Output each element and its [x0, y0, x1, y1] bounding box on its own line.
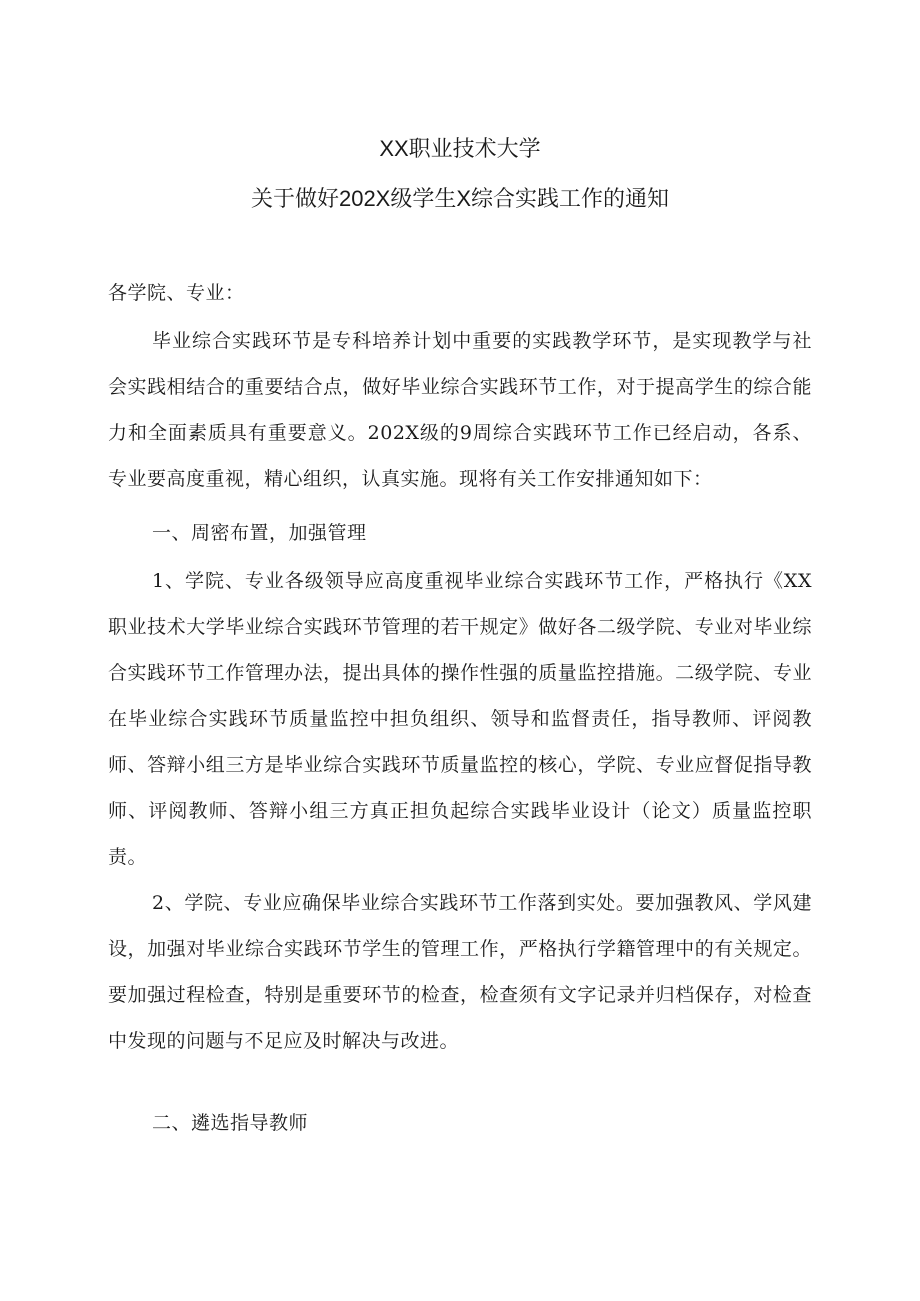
paragraph-item-2: 2、学院、专业应确保毕业综合实践环节工作落到实处。要加强教风、学风建设，加强对毕业综合实践环节学生的管理工作，严格执行学籍管理中的有关规定。要加强过程检查，特别是重要环节的检查，检查须有文字记录并归档保存，对检查中发现的问题与不足应及时解决与改进。 [108, 892, 812, 1052]
section-heading-2: 二、遴选指导教师 [152, 1112, 309, 1134]
paragraph-item-1: 1、学院、专业各级领导应高度重视毕业综合实践环节工作，严格执行《XX职业技术大学毕业综合实践环节管理的若干规定》做好各二级学院、专业对毕业综合实践环节工作管理办法，提出具体的操作性强的质量监控措施。二级学院、专业在毕业综合实践环节质量监控中担负组织、领导和监督责任，指导教师、评阅教师、答辩小组三方是毕业综合实践环节质量监控的核心，学院、专业应督促指导教师、评阅教师、答辩小组三方真正担负起综合实践毕业设计（论文）质量监控职责。 [108, 570, 812, 868]
document-title-institution: XX职业技术大学 [379, 136, 541, 161]
salutation: 各学院、专业： [108, 282, 245, 304]
section-heading-1: 一、周密布置，加强管理 [152, 522, 367, 544]
document-title-notice: 关于做好202X级学生X综合实践工作的通知 [250, 186, 670, 211]
paragraph-intro: 毕业综合实践环节是专科培养计划中重要的实践教学环节，是实现教学与社会实践相结合的重要结合点，做好毕业综合实践环节工作，对于提高学生的综合能力和全面素质具有重要意义。202X级的9周综合实践环节工作已经启动，各系、专业要高度重视，精心组织，认真实施。现将有关工作安排通知如下： [108, 330, 812, 490]
